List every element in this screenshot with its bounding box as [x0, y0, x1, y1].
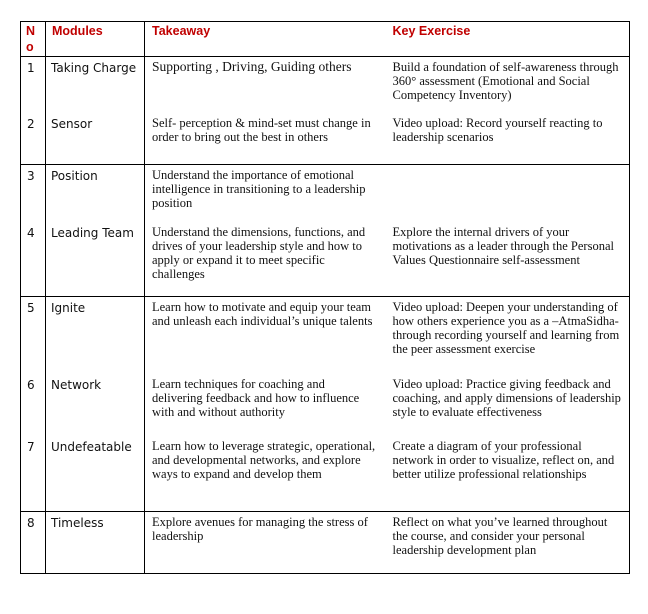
table-header-row [21, 22, 630, 57]
modules-table [20, 21, 630, 574]
row-module: Leading Team [46, 222, 145, 297]
row-no: 8 [21, 512, 46, 574]
row-no: 4 [21, 222, 46, 297]
row-key-exercise: Video upload: Practice giving feedback and coaching, and apply dimensions of leadership style to evaluate effectiveness [392, 376, 621, 419]
header-modules: Modules [46, 22, 145, 57]
row-module: Ignite [46, 297, 145, 374]
row-key-exercise: Reflect on what you’ve learned throughout the course, and consider your personal leadership development plan [392, 515, 608, 557]
row-module: Position [46, 165, 145, 222]
row-takeaway: Learn techniques for coaching and delivering feedback and how to influence with and without authority [152, 376, 360, 419]
row-module: Timeless [46, 512, 145, 574]
row-takeaway: Explore avenues for managing the stress of leadership [152, 515, 368, 543]
table-row [21, 374, 630, 436]
row-no: 1 [21, 57, 46, 113]
row-takeaway: Learn how to leverage strategic, operational, and developmental networks, and explore ways to expand and develop them [145, 436, 380, 512]
header-no-text: N o [26, 24, 36, 54]
header-takeaway: Takeaway [145, 22, 380, 57]
row-key-exercise: Video upload: Deepen your understanding of how others experience you as a –AtmaSidha- through recording yourself and learning from the peer assessment exercise [392, 300, 620, 356]
row-no: 5 [21, 297, 46, 374]
table-row [21, 165, 630, 222]
row-takeaway: Supporting , Driving, Guiding others [152, 59, 352, 74]
row-key-exercise: Explore the internal drivers of your motivations as a leader through the Personal Values Questionnaire self-assessment [380, 222, 630, 297]
row-module: Taking Charge [46, 57, 145, 113]
row-takeaway: Learn how to motivate and equip your team and unleash each individual’s unique talents [152, 300, 373, 328]
row-no: 6 [21, 374, 46, 436]
row-no: 7 [21, 436, 46, 512]
table-row [21, 297, 630, 374]
table-row [21, 222, 630, 297]
header-no [21, 22, 46, 57]
row-takeaway: Understand the dimensions, functions, and drives of your leadership style and how to apply or expand it to meet specific challenges [145, 222, 380, 297]
table-row [21, 113, 630, 165]
row-module: Sensor [46, 113, 145, 165]
row-takeaway: Understand the importance of emotional intelligence in transitioning to a leadership position [152, 168, 366, 210]
header-key-exercise: Key Exercise [380, 22, 630, 57]
row-module: Undefeatable [46, 436, 145, 512]
row-key-exercise: Create a diagram of your professional network in order to visualize, reflect on, and better utilize professional relationships [380, 436, 630, 512]
row-no: 3 [21, 165, 46, 222]
table-row [21, 57, 630, 113]
row-module: Network [46, 374, 145, 436]
row-key-exercise: Video upload: Record yourself reacting to leadership scenarios [380, 113, 630, 165]
table-row [21, 512, 630, 574]
row-no: 2 [21, 113, 46, 165]
row-takeaway: Self- perception & mind-set must change in order to bring out the best in others [145, 113, 380, 165]
table-row [21, 436, 630, 512]
row-key-exercise [380, 165, 630, 222]
row-key-exercise: Build a foundation of self-awareness through 360° assessment (Emotional and Social Competency Inventory) [392, 60, 619, 102]
